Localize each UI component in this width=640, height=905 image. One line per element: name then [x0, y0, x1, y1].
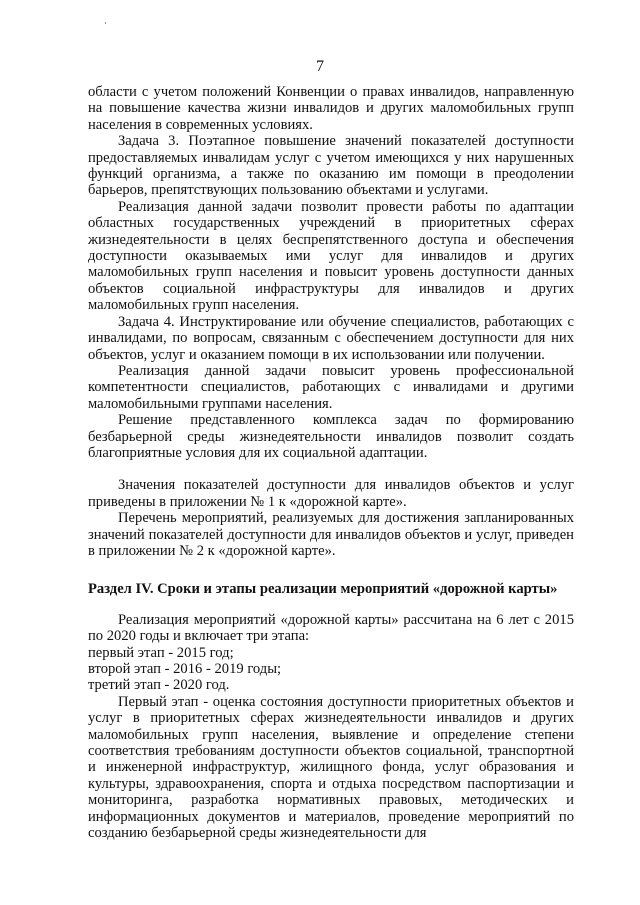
scan-mark — [105, 22, 106, 24]
paragraph-appendix-1: Значения показателей доступности для инвалидов объектов и услуг приведены в приложении № 1 к «дорожной карте». — [88, 477, 574, 510]
paragraph-first-stage: Первый этап - оценка состояния доступности приоритетных объектов и услуг в приоритетных сферах жизнедеятельности инвалидов и других маломобильных групп населения, выявление и определение степени соответствия требованиям доступности объектов социальной, транспортной и инженерной инфраструктур, жилищного фонда, услуг образования и культуры, здравоохранения, спорта и отдыха посредством паспортизации и мониторинга, разработка нормативных правовых, методических и информационных документов и материалов, проведение мероприятий по созданию безбарьерной среды жизнедеятельности для — [88, 693, 574, 842]
paragraph-continuation: области с учетом положений Конвенции о правах инвалидов, направленную на повышение качества жизни инвалидов и других маломобильных групп населения в современных условиях. — [88, 84, 574, 133]
list-item-stage-1: первый этап - 2015 год; — [88, 644, 234, 661]
page-number: 7 — [316, 58, 324, 75]
paragraph-task-4: Задача 4. Инструктирование или обучение специалистов, работающих с инвалидами, по вопросам, связанным с обеспечением доступности для них объектов, услуг и оказанием помощи в их использовании или получении. — [88, 313, 574, 363]
paragraph-task-3-result: Реализация данной задачи позволит провести работы по адаптации областных государственных учреждений в приоритетных сферах жизнедеятельности в целях беспрепятственного доступа и обеспечения доступности оказываемых ими услуг для инвалидов и других маломобильных групп населения и повысит уровень доступности данных объектов социальной инфраструктуры для инвалидов и других маломобильных групп населения. — [88, 198, 574, 314]
list-item-stage-2: второй этап - 2016 - 2019 годы; — [88, 661, 282, 677]
paragraph-appendix-2: Перечень мероприятий, реализуемых для достижения запланированных значений показателей доступности для инвалидов объектов и услуг, приведен в приложении № 2 к «дорожной карте». — [88, 510, 574, 559]
paragraph-section-intro: Реализация мероприятий «дорожной карты» рассчитана на 6 лет с 2015 по 2020 годы и включает три этапа: — [88, 611, 574, 645]
paragraph-task-4-result: Реализация данной задачи повысит уровень профессиональной компетентности специалистов, работающих с инвалидами и другими маломобильными группами населения. — [88, 362, 574, 412]
document-body — [88, 84, 574, 841]
list-item-stage-3: третий этап - 2020 год. — [88, 677, 230, 694]
section-heading: Раздел IV. Сроки и этапы реализации мероприятий «дорожной карты» — [88, 581, 558, 598]
paragraph-solution: Решение представленного комплекса задач по формированию безбарьерной среды жизнедеятельности инвалидов позволит создать благоприятные условия для их социальной адаптации. — [88, 412, 574, 461]
paragraph-task-3: Задача 3. Поэтапное повышение значений показателей доступности предоставляемых инвалидам услуг с учетом имеющихся у них нарушенных функций организма, а также по оказанию им помощи в преодолении барьеров, препятствующих пользованию объектами и услугами. — [88, 133, 574, 199]
